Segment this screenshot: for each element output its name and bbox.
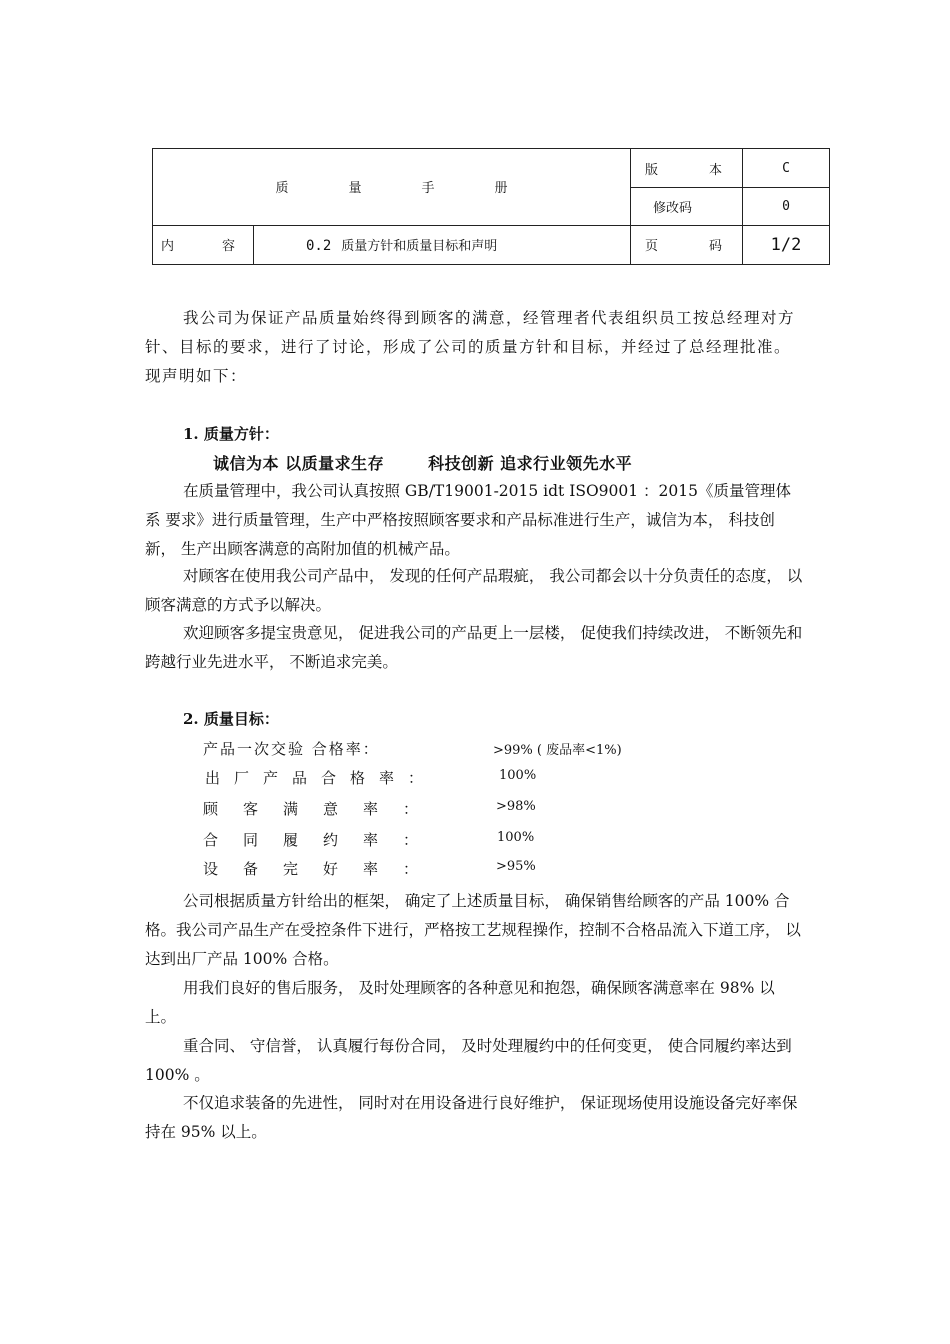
target-label: 产品一次交验 合格率： bbox=[203, 740, 380, 758]
policy-paragraph-2: 对顾客在使用我公司产品中， 发现的任何产品瑕疵， 我公司都会以十分负责任的态度， 以顾客满意的方式予以解决。 bbox=[145, 567, 803, 614]
page-value: 1/2 bbox=[743, 225, 830, 264]
page-label-cell bbox=[631, 225, 743, 264]
version-label: 版 本 bbox=[645, 162, 723, 178]
objectives-paragraph-1: 公司根据质量方针给出的框架， 确定了上述质量目标， 确保销售给顾客的产品 100% 合格。我公司产品生产在受控条件下进行，严格按工艺规程操作，控制不合格品流入下道工序， 以达到出厂产品 100% 合格。 bbox=[145, 892, 801, 968]
target-label: 出厂产品合格率： bbox=[205, 769, 438, 787]
target-value: 100% bbox=[497, 830, 535, 845]
objectives-paragraph-4: 不仅追求装备的先进性， 同时对在用设备进行良好维护， 保证现场使用设施设备完好率保持在 95% 以上。 bbox=[145, 1094, 798, 1141]
target-value: >95% bbox=[496, 859, 536, 874]
target-value: 100% bbox=[499, 768, 537, 783]
target-value: >98% bbox=[496, 799, 536, 814]
revision-value: 0 bbox=[743, 188, 830, 225]
target-value: >99% ( 废品率<1%) bbox=[493, 743, 622, 758]
policy-paragraph-3: 欢迎顾客多提宝贵意见， 促进我公司的产品更上一层楼， 促使我们持续改进， 不断领先和跨越行业先进水平， 不断追求完美。 bbox=[145, 624, 803, 671]
manual-title: 质量手册 bbox=[153, 149, 631, 226]
version-label-cell bbox=[631, 149, 743, 188]
content-title: 质量方针和质量目标和声明 bbox=[341, 239, 498, 255]
slogan-right: 科技创新 追求行业领先水平 bbox=[428, 454, 633, 473]
target-label: 设备完好率： bbox=[203, 860, 444, 878]
objectives-paragraph-2: 用我们良好的售后服务， 及时处理顾客的各种意见和抱怨，确保顾客满意率在 98% 以上。 bbox=[145, 979, 775, 1026]
page-label: 页 码 bbox=[645, 239, 723, 255]
content-label: 内 容 bbox=[161, 239, 235, 255]
revision-label: 修改码 bbox=[631, 188, 743, 225]
target-label: 合同履约率： bbox=[203, 831, 444, 849]
content-number: 0.2 bbox=[306, 238, 332, 255]
policy-heading: 1. 质量方针： bbox=[183, 425, 279, 443]
content-cell bbox=[254, 225, 631, 264]
intro-paragraph: 我公司为保证产品质量始终得到顾客的满意，经管理者代表组织员工按总经理对方针、目标的要求，进行了讨论，形成了公司的质量方针和目标，并经过了总经理批准。现声明如下： bbox=[145, 309, 796, 385]
policy-paragraph-1: 在质量管理中，我公司认真按照 GB/T19001-2015 idt ISO9001 ：2015《质量管理体系 要求》进行质量管理，生产中严格按照顾客要求和产品标准进行生产，诚信为本， 科技创新， 生产出顾客满意的高附加值的机械产品。 bbox=[145, 482, 791, 558]
objectives-paragraph-3: 重合同、 守信誉， 认真履行每份合同， 及时处理履约中的任何变更， 使合同履约率达到 100% 。 bbox=[145, 1037, 792, 1084]
slogan-left: 诚信为本 以质量求生存 bbox=[213, 454, 385, 473]
objectives-heading: 2. 质量目标： bbox=[183, 710, 279, 728]
target-label: 顾客满意率： bbox=[203, 800, 444, 818]
version-value: C bbox=[743, 149, 830, 188]
document-header-table bbox=[152, 148, 830, 265]
content-label-cell bbox=[153, 225, 254, 264]
policy-slogan bbox=[213, 451, 632, 474]
